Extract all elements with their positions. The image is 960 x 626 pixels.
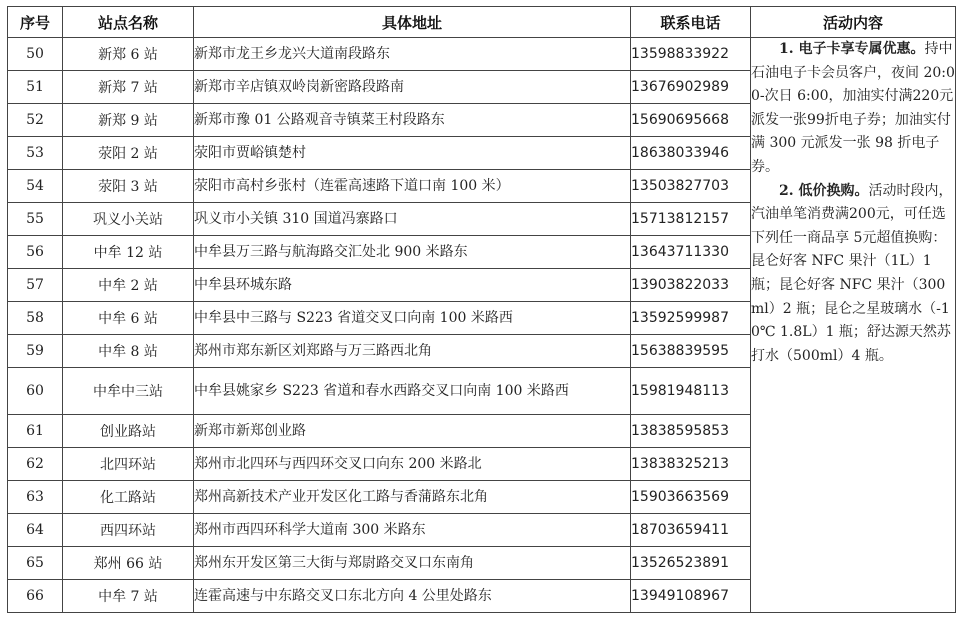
header-num: 序号 [8,7,63,38]
header-name: 站点名称 [63,7,194,38]
station-address: 荥阳市贾峪镇楚村 [194,137,631,170]
station-number: 51 [8,71,63,104]
station-number: 60 [8,368,63,415]
station-number: 56 [8,236,63,269]
station-address: 新郑市龙王乡龙兴大道南段路东 [194,38,631,71]
station-name: 荥阳 2 站 [63,137,194,170]
station-phone: 13643711330 [631,236,751,269]
station-address: 巩义市小关镇 310 国道冯寨路口 [194,203,631,236]
station-phone: 15981948113 [631,368,751,415]
station-name: 西四环站 [63,514,194,547]
station-address: 新郑市新郑创业路 [194,415,631,448]
header-phone: 联系电话 [631,7,751,38]
station-phone: 15713812157 [631,203,751,236]
station-number: 65 [8,547,63,580]
station-phone: 13903822033 [631,269,751,302]
station-phone: 13592599987 [631,302,751,335]
station-phone: 13949108967 [631,580,751,613]
station-address: 中牟县万三路与航海路交汇处北 900 米路东 [194,236,631,269]
station-address: 郑州市西四环科学大道南 300 米路东 [194,514,631,547]
station-address: 郑州市郑东新区刘郑路与万三路西北角 [194,335,631,368]
station-name: 新郑 6 站 [63,38,194,71]
station-address: 中牟县环城东路 [194,269,631,302]
station-address: 郑州市北四环与西四环交叉口向东 200 米路北 [194,448,631,481]
station-phone: 13503827703 [631,170,751,203]
station-phone: 15903663569 [631,481,751,514]
activity-item-1-title: 1. 电子卡享专属优惠。 [779,41,925,57]
table-body [8,38,956,613]
table-header-row [8,7,956,38]
station-phone: 15690695668 [631,104,751,137]
station-name: 北四环站 [63,448,194,481]
activity-item-2-title: 2. 低价换购。 [779,182,869,199]
station-phone: 13598833922 [631,38,751,71]
station-phone: 18703659411 [631,514,751,547]
station-name: 中牟 2 站 [63,269,194,302]
station-address: 新郑市豫 01 公路观音寺镇菜王村段路东 [194,104,631,137]
station-number: 54 [8,170,63,203]
station-address: 新郑市辛店镇双岭岗新密路段路南 [194,71,631,104]
station-number: 50 [8,38,63,71]
station-number: 64 [8,514,63,547]
station-name: 中牟中三站 [63,368,194,415]
station-number: 63 [8,481,63,514]
activity-item-2 [751,180,955,369]
station-number: 61 [8,415,63,448]
station-address: 中牟县中三路与 S223 省道交叉口向南 100 米路西 [194,302,631,335]
station-name: 郑州 66 站 [63,547,194,580]
table-row [8,38,956,71]
station-activity-table [7,6,956,613]
station-address: 中牟县姚家乡 S223 省道和春水西路交叉口向南 100 米路西 [194,368,631,415]
station-name: 荥阳 3 站 [63,170,194,203]
station-phone: 13838325213 [631,448,751,481]
station-phone: 13526523891 [631,547,751,580]
station-name: 化工路站 [63,481,194,514]
station-name: 巩义小关站 [63,203,194,236]
station-address: 荥阳市高村乡张村（连霍高速路下道口南 100 米） [194,170,631,203]
header-address: 具体地址 [194,7,631,38]
header-activity: 活动内容 [751,7,956,38]
activity-item-1 [751,38,955,180]
station-address: 郑州东开发区第三大街与郑尉路交叉口东南角 [194,547,631,580]
activity-item-2-body: 活动时段内，汽油单笔消费满200元，可任选下列任一商品享 5元超值换购：昆仑好客 NFC 果汁（1L）1 瓶；昆仑好客 NFC 果汁（300ml）2 瓶；昆仑之星玻璃水（-10℃ 1.8L）1 瓶；舒达源天然苏打水（500ml）4 瓶。 [751,182,953,364]
station-number: 55 [8,203,63,236]
station-phone: 18638033946 [631,137,751,170]
station-name: 中牟 7 站 [63,580,194,613]
station-number: 66 [8,580,63,613]
station-name: 新郑 7 站 [63,71,194,104]
activity-content [751,38,956,613]
station-number: 53 [8,137,63,170]
station-phone: 15638839595 [631,335,751,368]
station-number: 58 [8,302,63,335]
station-address: 连霍高速与中东路交叉口东北方向 4 公里处路东 [194,580,631,613]
station-number: 59 [8,335,63,368]
station-phone: 13838595853 [631,415,751,448]
station-number: 52 [8,104,63,137]
station-name: 创业路站 [63,415,194,448]
station-name: 中牟 12 站 [63,236,194,269]
station-address: 郑州高新技术产业开发区化工路与香蒲路东北角 [194,481,631,514]
station-number: 57 [8,269,63,302]
station-name: 中牟 6 站 [63,302,194,335]
station-name: 新郑 9 站 [63,104,194,137]
station-name: 中牟 8 站 [63,335,194,368]
station-phone: 13676902989 [631,71,751,104]
station-number: 62 [8,448,63,481]
activity-item-1-body: 持中石油电子卡会员客户，夜间 20:00-次日 6:00，加油实付满220元派发一张99折电子券；加油实付满 300 元派发一张 98 折电子券。 [751,41,955,175]
